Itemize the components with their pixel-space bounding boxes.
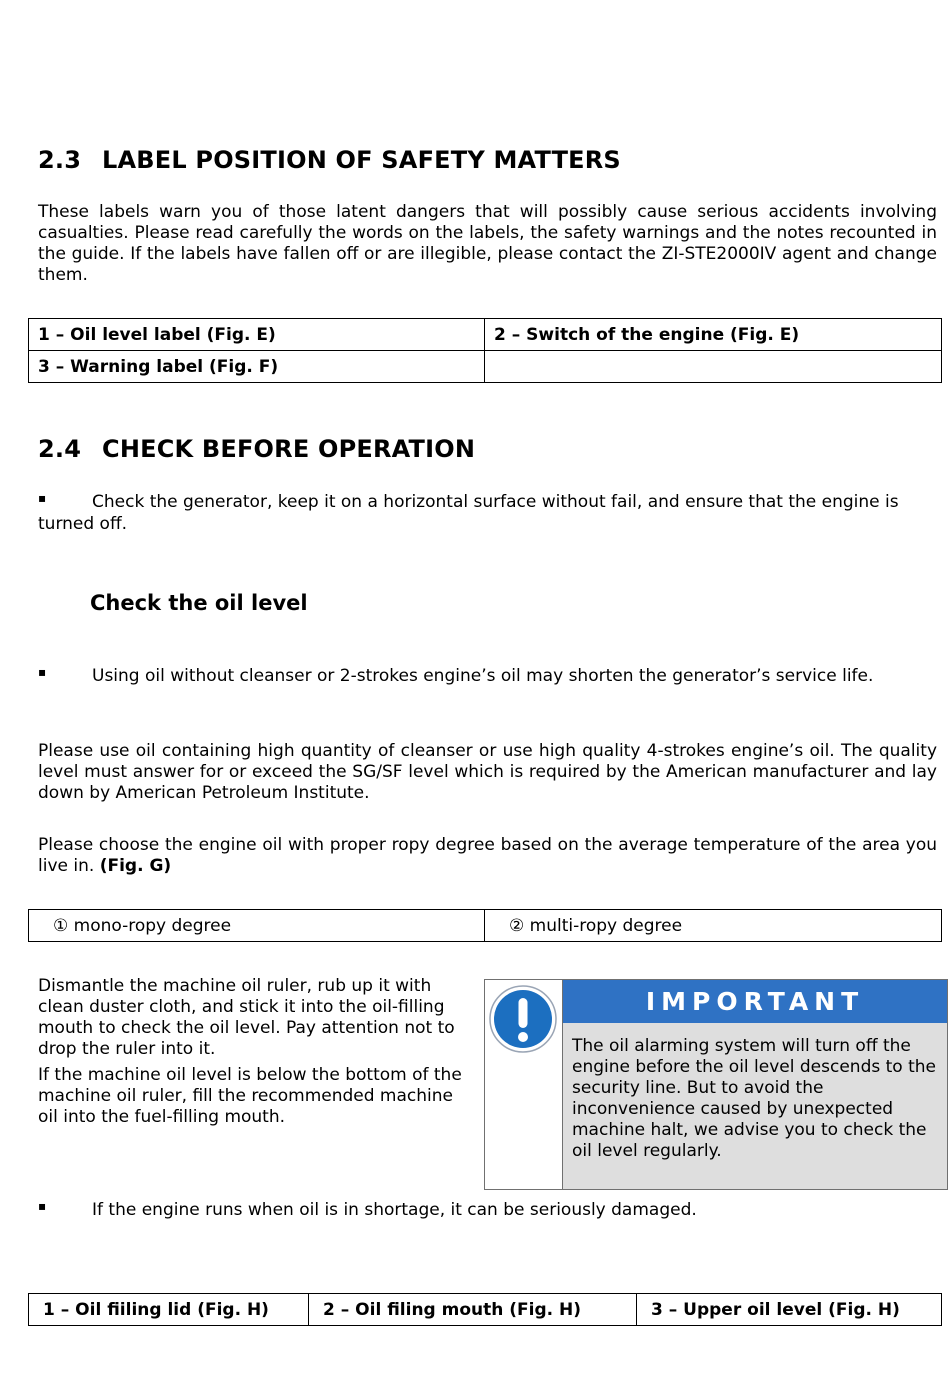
paragraph-text: Please choose the engine oil with proper ropy degree based on the average temperature of the area you live in.: [38, 835, 937, 876]
subheading-check-oil-level: Check the oil level: [90, 591, 308, 615]
bullet-text: Using oil without cleanser or 2-strokes engine’s oil may shorten the generator’s service life.: [92, 666, 874, 686]
table-cell: 1 – Oil fiiling lid (Fig. H): [29, 1294, 309, 1326]
important-notice-box: [484, 979, 948, 1190]
table-row: [29, 351, 942, 383]
instruction-text: If the machine oil level is below the bottom of the machine oil ruler, fill the recommended machine oil into the fuel-filling mouth.: [38, 1065, 462, 1127]
ropy-degree-table: [28, 909, 942, 942]
bullet-square-icon: ▪: [38, 1199, 47, 1213]
oil-viscosity-paragraph: [38, 835, 937, 877]
section-heading-2-3: [38, 146, 621, 174]
section-number: 2.4: [38, 435, 82, 463]
table-cell: ① mono-ropy degree: [29, 910, 485, 942]
bullet-square-icon: ▪: [38, 665, 47, 679]
table-row: [29, 910, 942, 942]
table-row: [29, 319, 942, 351]
notice-icon-column: [485, 980, 563, 1189]
table-cell: 1 – Oil level label (Fig. E): [29, 319, 485, 351]
bullet-text: Check the generator, keep it on a horizontal surface without fail, and ensure that the engine is turned off.: [38, 492, 899, 534]
figure-reference: (Fig. G): [99, 856, 172, 876]
bullet-square-icon: ▪: [38, 491, 47, 505]
bullet-item: [38, 1199, 918, 1221]
bullet-text: If the engine runs when oil is in shortage, it can be seriously damaged.: [92, 1200, 697, 1220]
dismantle-instructions: [38, 976, 468, 1128]
instruction-text: Dismantle the machine oil ruler, rub up it with clean duster cloth, and stick it into the oil-filling mouth to check the oil level. Pay attention not to drop the ruler into it.: [38, 976, 455, 1059]
table-cell: 2 – Oil filing mouth (Fig. H): [309, 1294, 637, 1326]
oil-parts-table: [28, 1293, 942, 1326]
section-title: LABEL POSITION OF SAFETY MATTERS: [102, 146, 621, 174]
table-row: [29, 1294, 942, 1326]
exclamation-icon: [489, 985, 557, 1053]
table-cell: ② multi-ropy degree: [485, 910, 942, 942]
table-cell: 3 – Upper oil level (Fig. H): [637, 1294, 942, 1326]
table-cell: 2 – Switch of the engine (Fig. E): [485, 319, 942, 351]
labels-intro-paragraph: These labels warn you of those latent dangers that will possibly cause serious accidents involving casualties. Please read carefully the words on the labels, the safety warnings and the notes recounted in the guide. If the labels have fallen off or are illegible, please contact the ZI-STE2000IV agent and change them.: [38, 202, 937, 285]
notice-text: The oil alarming system will turn off the engine before the oil level descends to the security line. But to avoid the inconvenience caused by unexpected machine halt, we advise you to check the oil level regularly.: [563, 1023, 947, 1189]
table-cell: [485, 351, 942, 383]
section-title: CHECK BEFORE OPERATION: [102, 435, 476, 463]
notice-title: IMPORTANT: [563, 980, 947, 1023]
bullet-item: [38, 665, 923, 687]
oil-quality-paragraph: Please use oil containing high quantity of cleanser or use high quality 4-strokes engine’s oil. The quality level must answer for or exceed the SG/SF level which is required by the American manufacturer and lay down by American Petroleum Institute.: [38, 741, 937, 803]
table-cell: 3 – Warning label (Fig. F): [29, 351, 485, 383]
labels-table: [28, 318, 942, 383]
section-heading-2-4: [38, 435, 475, 463]
bullet-item: [38, 491, 908, 535]
section-number: 2.3: [38, 146, 82, 174]
